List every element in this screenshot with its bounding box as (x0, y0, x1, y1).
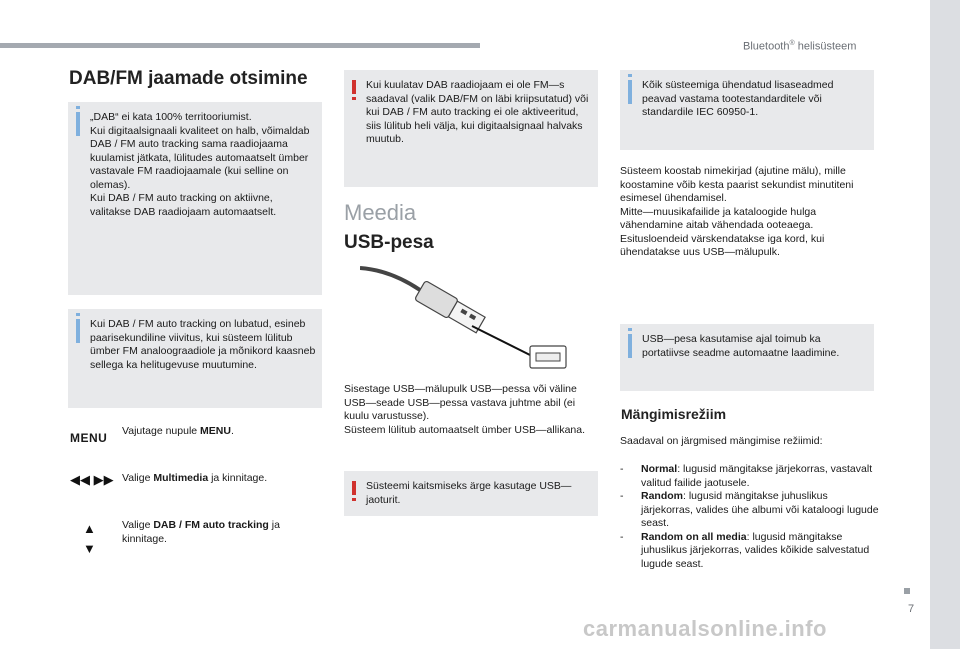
info-icon (628, 334, 632, 358)
play-mode-list (620, 463, 880, 571)
running-header: Bluetooth® helisüsteem (743, 40, 857, 53)
list-item: - Random on all media: lugusid mängitakse juhuslikus järjekorras, valides kõikide salvestatud lugude seast. (620, 530, 870, 570)
section-title-meedia: Meedia (344, 200, 417, 225)
play-mode-intro: Saadaval on järgmised mängimise režiimid: (620, 435, 823, 447)
warning-note-dab-signal: Kui kuulatav DAB raadiojaam ei ole FM—s saadaval (valik DAB/FM on läbi kriipsutatud) või kui DAB / FM auto tracking ei ole aktiveeritud, siis lülitub heli välja, kui digitaalsignaal halvaks muutub. (344, 70, 598, 187)
playlist-text: Süsteem koostab nimekirjad (ajutine mälu), mille koostamine võib kesta paarist sekundist minutiteni esimesel ühendamisel. Mitte—muusikafailide ja kataloogide hulga vähendamine aitab vähendada ooteaega. Esitusloendeid värskendatakse iga kord, kui ühendatakse uus USB—mälupulk. (620, 165, 854, 258)
list-item: - Normal: lugusid mängitakse järjekorras, vastavalt valitud failide jaotusele. (620, 463, 873, 489)
menu-key-label: MENU (70, 431, 108, 445)
arrows-left-right-icon: ◀◀ ▶▶ (70, 472, 114, 487)
info-icon (628, 80, 632, 104)
page-sidebar (930, 0, 960, 649)
usb-illustration (360, 260, 575, 375)
watermark: carmanualsonline.info (583, 616, 827, 641)
info-note-iec-standard: Kõik süsteemiga ühendatud lisaseadmed peavad vastama tootestandarditele või standardile IEC 60950-1. (620, 70, 874, 150)
info-note-tracking-delay: Kui DAB / FM auto tracking on lubatud, esineb paarisekundiline viivitus, kui süsteem lülitub ümber FM analoograadiole ja mõnikord kaasneb sellega ka helitugevuse muutumine. (68, 309, 322, 408)
warning-icon (352, 80, 356, 94)
info-note-usb-charging: USB—pesa kasutamise ajal toimub ka portatiivse seadme automaatne laadimine. (620, 324, 874, 391)
arrow-up-icon: ▲ (83, 521, 96, 536)
info-icon (76, 112, 80, 136)
warning-note-usb-hub: Süsteemi kaitsmiseks ärge kasutage USB—jaoturit. (344, 471, 598, 516)
step-press-menu: Vajutage nupule MENU. (122, 425, 234, 437)
section-title-dab-fm: DAB/FM jaamade otsimine (69, 68, 308, 89)
warning-icon (352, 481, 356, 495)
step-select-dab-fm-tracking: Valige DAB / FM auto tracking ja kinnitage. (122, 519, 280, 545)
step-select-multimedia: Valige Multimedia ja kinnitage. (122, 472, 268, 484)
header-rule (0, 43, 480, 48)
section-title-play-mode: Mängimisrežiim (621, 406, 727, 422)
usb-insert-text: Sisestage USB—mälupulk USB—pessa või väline USB—seade USB—pessa vastava juhtme abil (ei kuulu varustusse). Süsteem lülitub automaatselt ümber USB—allikana. (344, 383, 586, 436)
subsection-title-usb: USB-pesa (344, 232, 434, 253)
page-number: 7 (908, 603, 915, 615)
info-icon (76, 319, 80, 343)
list-item: - Random: lugusid mängitakse juhuslikus järjekorras, valides ühe albumi või kataloogi lugude seast. (620, 490, 879, 529)
info-note-dab-coverage: „DAB“ ei kata 100% territooriumist. Kui digitaalsignaali kvaliteet on halb, võimaldab DAB / FM auto tracking sama raadiojaama kuulamist jätkata, lülitudes automaatselt ümber vastavale FM raadiojaamale (kui selline on olemas). Kui DAB / FM auto tracking on aktiivne, valitakse DAB raadiojaam automaatselt. (68, 102, 322, 295)
page-end-marker (904, 588, 910, 594)
arrow-down-icon: ▼ (83, 541, 96, 556)
